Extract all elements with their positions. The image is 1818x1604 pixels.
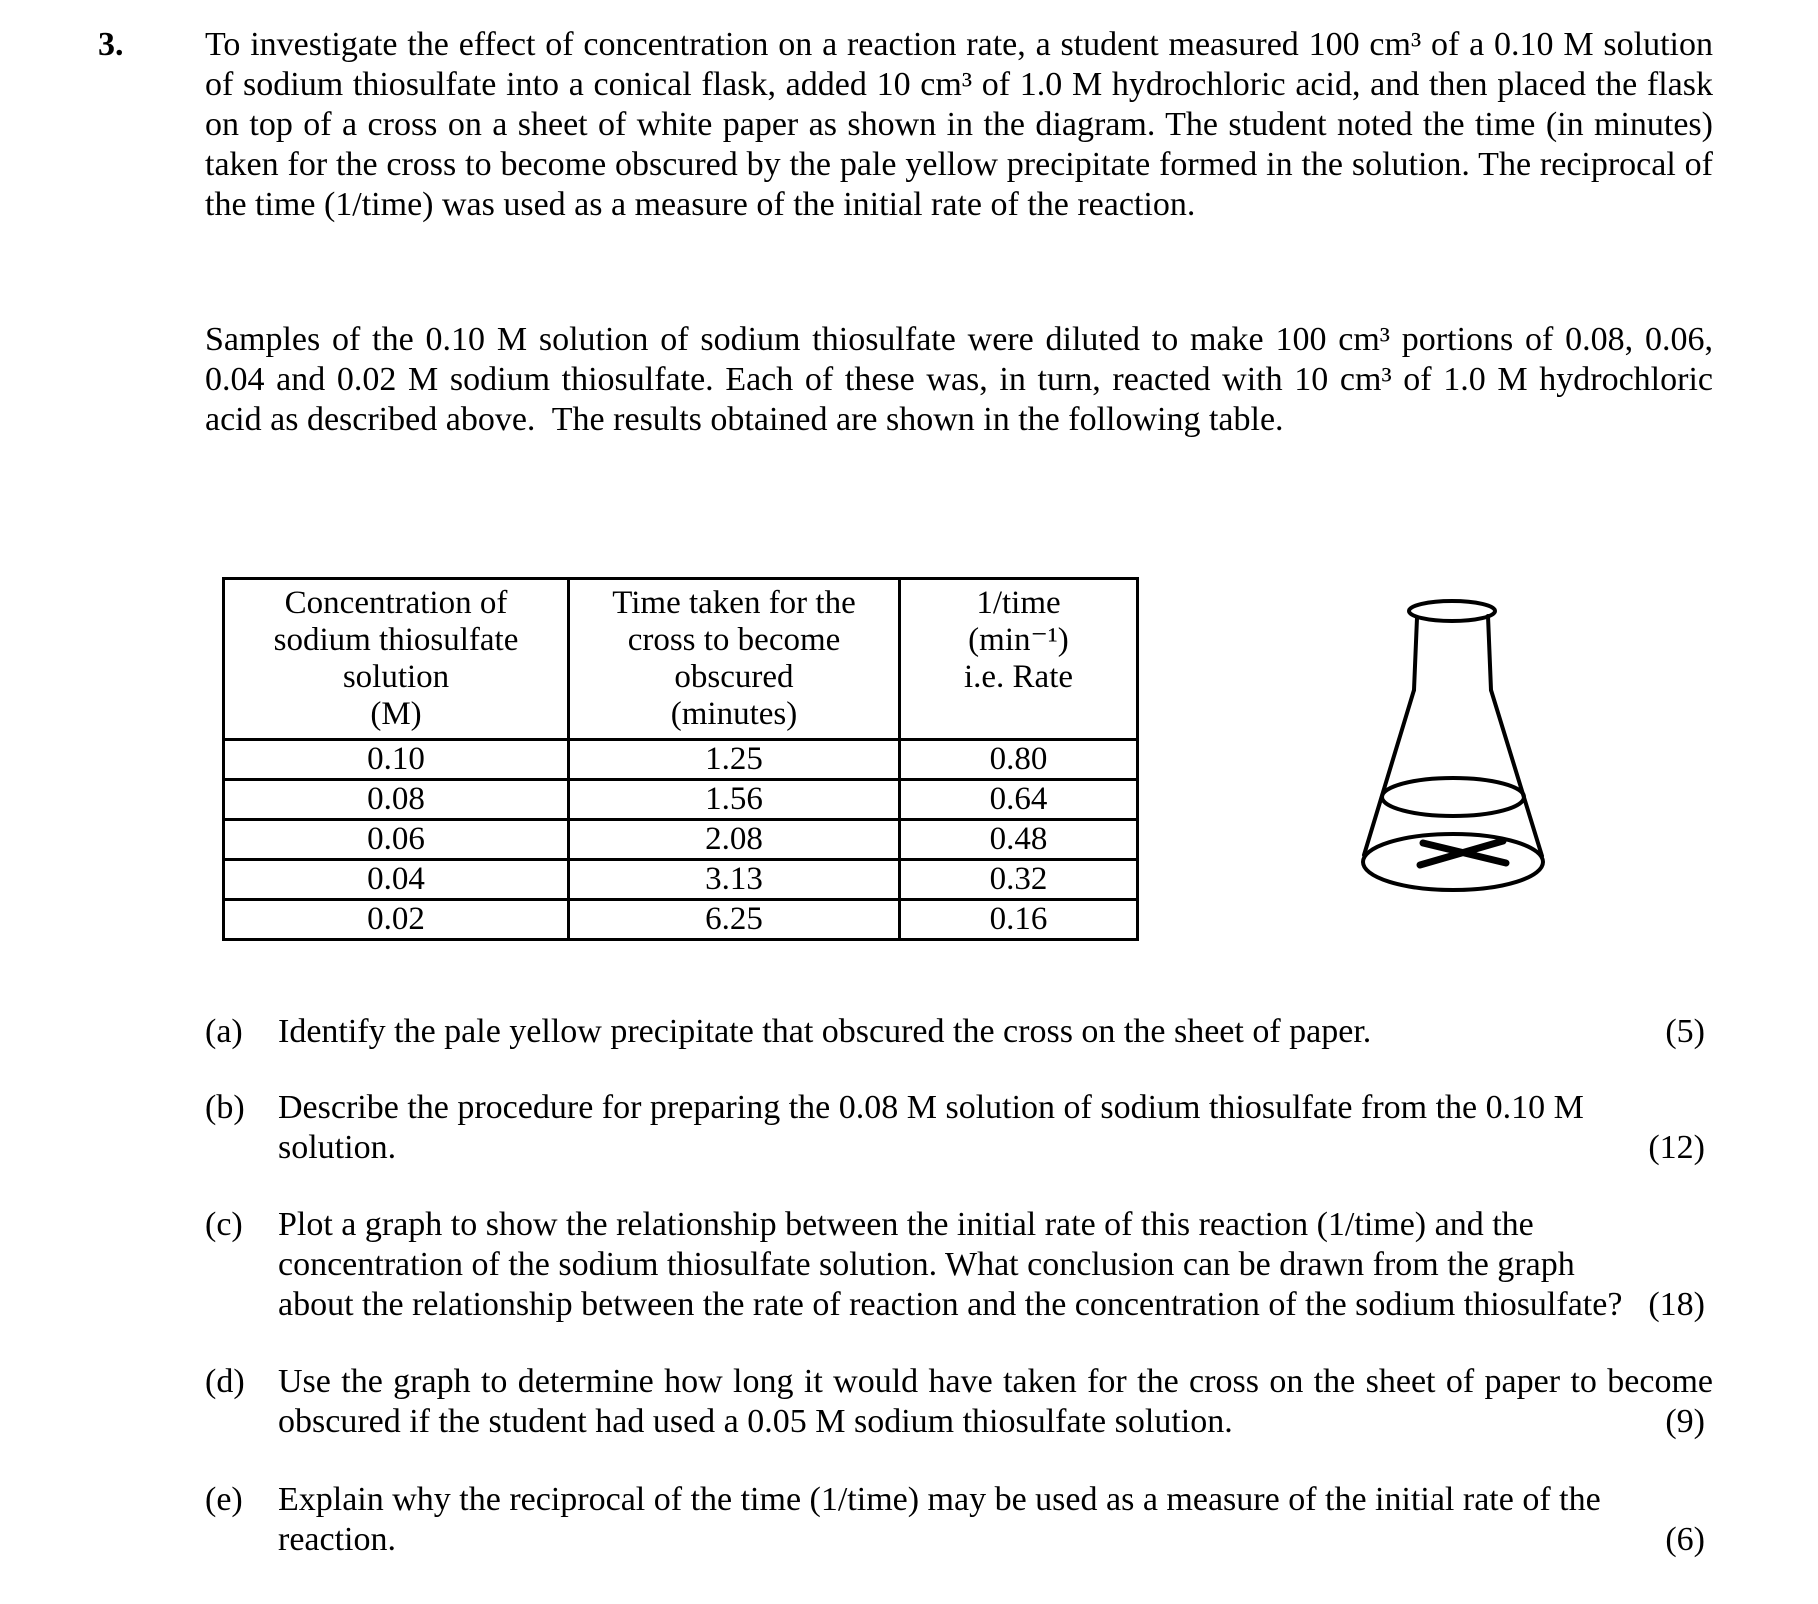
- question-number: 3.: [98, 26, 124, 63]
- cross-mark: [1420, 841, 1506, 865]
- header-line: cross to become: [627, 622, 841, 658]
- header-line: sodium thiosulfate: [273, 622, 519, 658]
- part-label: (a): [205, 1013, 243, 1050]
- question-part-b: [205, 1088, 1705, 1168]
- cell-rate: 0.32: [900, 860, 1138, 900]
- part-marks: (12): [1648, 1129, 1705, 1166]
- paragraph-line: 0.04 and 0.02 M sodium thiosulfate. Each of these was, in turn, reacted with 10 cm³ of 1.0 M hydrochloric: [205, 361, 1713, 398]
- cell-concentration: 0.04: [224, 860, 569, 900]
- cell-time: 1.25: [569, 740, 900, 780]
- cell-rate: 0.16: [900, 900, 1138, 940]
- flask-neck-right: [1488, 616, 1491, 690]
- results-table: [222, 577, 1139, 941]
- cell-rate: 0.80: [900, 740, 1138, 780]
- flask-mouth: [1409, 601, 1495, 621]
- liquid-surface: [1382, 778, 1524, 816]
- paragraph-line: of sodium thiosulfate into a conical flask, added 10 cm³ of 1.0 M hydrochloric acid, and then placed the flask: [205, 66, 1713, 103]
- table-row: [224, 820, 1138, 860]
- header-line: (M): [370, 696, 422, 732]
- table-row: [224, 780, 1138, 820]
- part-line: Describe the procedure for preparing the 0.08 M solution of sodium thiosulfate from the 0.10 M: [278, 1089, 1584, 1126]
- part-marks: (5): [1665, 1013, 1705, 1050]
- header-line: (minutes): [670, 696, 798, 732]
- header-rate: [900, 579, 1138, 740]
- part-line: Plot a graph to show the relationship between the initial rate of this reaction (1/time) and the: [278, 1206, 1534, 1243]
- question-part-d: [205, 1362, 1713, 1442]
- cell-concentration: 0.06: [224, 820, 569, 860]
- paragraph-line: Samples of the 0.10 M solution of sodium thiosulfate were diluted to make 100 cm³ portions of 0.08, 0.06,: [205, 321, 1713, 358]
- paragraph-line: on top of a cross on a sheet of white paper as shown in the diagram. The student noted the time (in minutes): [205, 106, 1713, 143]
- paragraph-line: taken for the cross to become obscured by the pale yellow precipitate formed in the solution. The reciprocal of: [205, 146, 1713, 183]
- part-text: [278, 1012, 1713, 1052]
- header-time: [569, 579, 900, 740]
- header-line: 1/time: [976, 585, 1061, 621]
- part-line: about the relationship between the rate of reaction and the concentration of the sodium thiosulfate?: [278, 1286, 1623, 1323]
- part-line: solution.: [278, 1129, 397, 1166]
- part-text: [278, 1205, 1713, 1325]
- part-label: (d): [205, 1363, 245, 1400]
- cell-time: 1.56: [569, 780, 900, 820]
- cell-concentration: 0.10: [224, 740, 569, 780]
- flask-cone-right: [1491, 690, 1542, 856]
- part-marks: (18): [1648, 1286, 1705, 1323]
- part-marks: (9): [1665, 1403, 1705, 1440]
- part-label: (c): [205, 1206, 243, 1243]
- part-text: [278, 1088, 1713, 1168]
- table-header-row: [224, 579, 1138, 740]
- flask-cone-left: [1364, 690, 1414, 855]
- cell-concentration: 0.02: [224, 900, 569, 940]
- part-text: [278, 1480, 1713, 1560]
- part-marks: (6): [1665, 1521, 1705, 1558]
- part-line: reaction.: [278, 1521, 396, 1558]
- question-part-c: [205, 1205, 1705, 1325]
- paragraph-line: To investigate the effect of concentration on a reaction rate, a student measured 100 cm³ of a 0.10 M solution: [205, 26, 1713, 63]
- paragraph-line: acid as described above. The results obtained are shown in the following table.: [205, 401, 1284, 438]
- part-line: concentration of the sodium thiosulfate solution. What conclusion can be drawn from the graph: [278, 1246, 1575, 1283]
- header-concentration: [224, 579, 569, 740]
- cell-rate: 0.64: [900, 780, 1138, 820]
- cell-time: 2.08: [569, 820, 900, 860]
- table-row: [224, 740, 1138, 780]
- cell-concentration: 0.08: [224, 780, 569, 820]
- part-line: Explain why the reciprocal of the time (1/time) may be used as a measure of the initial rate of the: [278, 1481, 1601, 1518]
- part-label: (b): [205, 1089, 245, 1126]
- question-part-e: [205, 1480, 1705, 1560]
- table-row: [224, 860, 1138, 900]
- header-line: i.e. Rate: [963, 659, 1074, 695]
- table-row: [224, 900, 1138, 940]
- intro-paragraph-1: [205, 25, 1713, 225]
- question-part-a: [205, 1012, 1705, 1052]
- paragraph-line: the time (1/time) was used as a measure of the initial rate of the reaction.: [205, 186, 1196, 223]
- header-line: obscured: [674, 659, 794, 695]
- cell-time: 3.13: [569, 860, 900, 900]
- part-label: (e): [205, 1481, 243, 1518]
- conical-flask-diagram: [1352, 592, 1552, 897]
- cell-rate: 0.48: [900, 820, 1138, 860]
- header-line: solution: [342, 659, 450, 695]
- cell-time: 6.25: [569, 900, 900, 940]
- part-line: Use the graph to determine how long it would have taken for the cross on the sheet of paper to become: [278, 1363, 1713, 1400]
- flask-base: [1363, 834, 1543, 890]
- part-line: Identify the pale yellow precipitate that obscured the cross on the sheet of paper.: [278, 1013, 1372, 1050]
- header-line: Time taken for the: [612, 585, 856, 621]
- header-line: Concentration of: [284, 585, 508, 621]
- header-line: (min⁻¹): [968, 622, 1069, 658]
- part-line: obscured if the student had used a 0.05 M sodium thiosulfate solution.: [278, 1403, 1233, 1440]
- part-text: [278, 1362, 1713, 1442]
- flask-neck-left: [1414, 618, 1417, 690]
- intro-paragraph-2: [205, 320, 1713, 440]
